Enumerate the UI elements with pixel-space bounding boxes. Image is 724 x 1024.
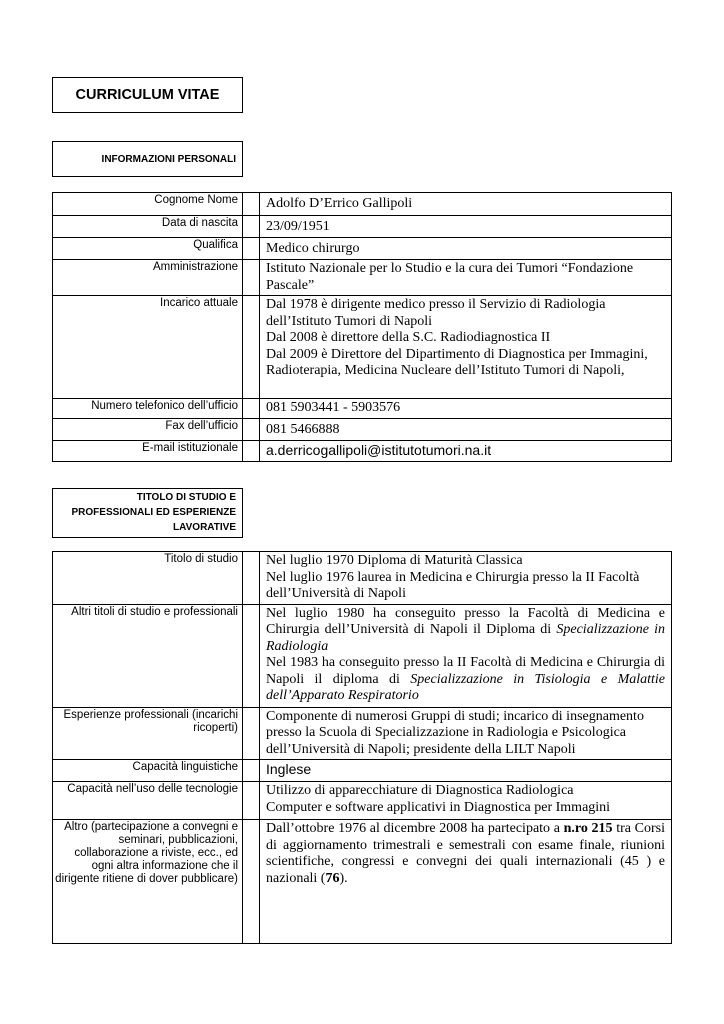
value-incarico-attuale	[260, 296, 672, 399]
row-tecnologie	[53, 782, 672, 820]
label-tecnologie: Capacità nell’uso delle tecnologie	[53, 782, 243, 820]
row-titolo-studio	[53, 552, 672, 605]
value-altri-titoli: Nel luglio 1980 ha conseguito presso la Facoltà di Medicina e Chirurgia dell’Università di Napoli il Diploma di Specializzazione in Radiologia Nel 1983 ha conseguito presso la II Facoltà di Medicina e Chirurgia di Napoli il diploma di Specializzazione in Tisiologia e Malattie dell’Apparato Respiratorio	[260, 604, 672, 707]
incarico-line: Dal 2009 è Direttore del Dipartimento di Diagnostica per Immagini, Radioterapia, Medicina Nucleare dell’Istituto Tumori di Napoli,	[266, 346, 648, 378]
label-amministrazione: Amministrazione	[53, 260, 243, 296]
incarico-line: Dal 2008 è direttore della S.C. Radiodiagnostica II	[266, 330, 551, 345]
value-cognome-nome: Adolfo D’Errico Gallipoli	[260, 193, 672, 216]
row-altri-titoli	[53, 604, 672, 707]
row-incarico-attuale	[53, 296, 672, 399]
label-incarico-attuale: Incarico attuale	[53, 296, 243, 399]
label-titolo-studio: Titolo di studio	[53, 552, 243, 605]
label-lingue: Capacità linguistiche	[53, 760, 243, 782]
row-email	[53, 441, 672, 462]
row-qualifica	[53, 238, 672, 260]
row-data-nascita	[53, 216, 672, 238]
value-telefono: 081 5903441 - 5903576	[260, 399, 672, 419]
label-altro: Altro (partecipazione a convegni e seminari, pubblicazioni, collaborazione a riviste, ecc., ed ogni altra informazione che il dirigente ritiene di dover pubblicare)	[53, 820, 243, 944]
incarico-line: Dal 1978 è dirigente medico presso il Servizio di Radiologia dell’Istituto Tumori di Napoli	[266, 297, 606, 329]
value-esperienze: Componente di numerosi Gruppi di studi; incarico di insegnamento presso la Scuola di Specializzazione in Radiologia e Psicologica dell’Università di Napoli; presidente della LILT Napoli	[260, 707, 672, 760]
value-titolo-studio: Nel luglio 1970 Diploma di Maturità Classica Nel luglio 1976 laurea in Medicina e Chirurgia presso la II Facoltà dell’Università di Napoli	[260, 552, 672, 605]
value-fax: 081 5466888	[260, 419, 672, 441]
row-fax	[53, 419, 672, 441]
education-table	[52, 551, 672, 944]
section-heading-education: TITOLO DI STUDIO E PROFESSIONALI ED ESPERIENZE LAVORATIVE	[52, 488, 243, 538]
value-lingue: Inglese	[260, 760, 672, 782]
value-data-nascita: 23/09/1951	[260, 216, 672, 238]
label-data-nascita: Data di nascita	[53, 216, 243, 238]
personal-info-table	[52, 192, 672, 462]
label-esperienze: Esperienze professionali (incarichi ricoperti)	[53, 707, 243, 760]
row-amministrazione	[53, 260, 672, 296]
row-cognome-nome	[53, 193, 672, 216]
label-qualifica: Qualifica	[53, 238, 243, 260]
row-altro	[53, 820, 672, 944]
value-email: a.derricogallipoli@istitutotumori.na.it	[260, 441, 672, 462]
value-amministrazione: Istituto Nazionale per lo Studio e la cura dei Tumori “Fondazione Pascale”	[260, 260, 672, 296]
label-email: E-mail istituzionale	[53, 441, 243, 462]
row-esperienze	[53, 707, 672, 760]
cv-title: CURRICULUM VITAE	[52, 77, 243, 113]
section-heading-personal: INFORMAZIONI PERSONALI	[52, 141, 243, 177]
label-telefono: Numero telefonico dell’ufficio	[53, 399, 243, 419]
row-lingue	[53, 760, 672, 782]
value-qualifica: Medico chirurgo	[260, 238, 672, 260]
value-altro: Dall’ottobre 1976 al dicembre 2008 ha partecipato a n.ro 215 tra Corsi di aggiornamento trimestrali e semestrali con esame finale, riunioni scientifiche, congressi e convegni dei quali internazionali (45 ) e nazionali (76).	[260, 820, 672, 944]
row-telefono	[53, 399, 672, 419]
value-tecnologie: Utilizzo di apparecchiature di Diagnostica Radiologica Computer e software applicativi in Diagnostica per Immagini	[260, 782, 672, 820]
label-fax: Fax dell’ufficio	[53, 419, 243, 441]
label-cognome-nome: Cognome Nome	[53, 193, 243, 216]
label-altri-titoli: Altri titoli di studio e professionali	[53, 604, 243, 707]
